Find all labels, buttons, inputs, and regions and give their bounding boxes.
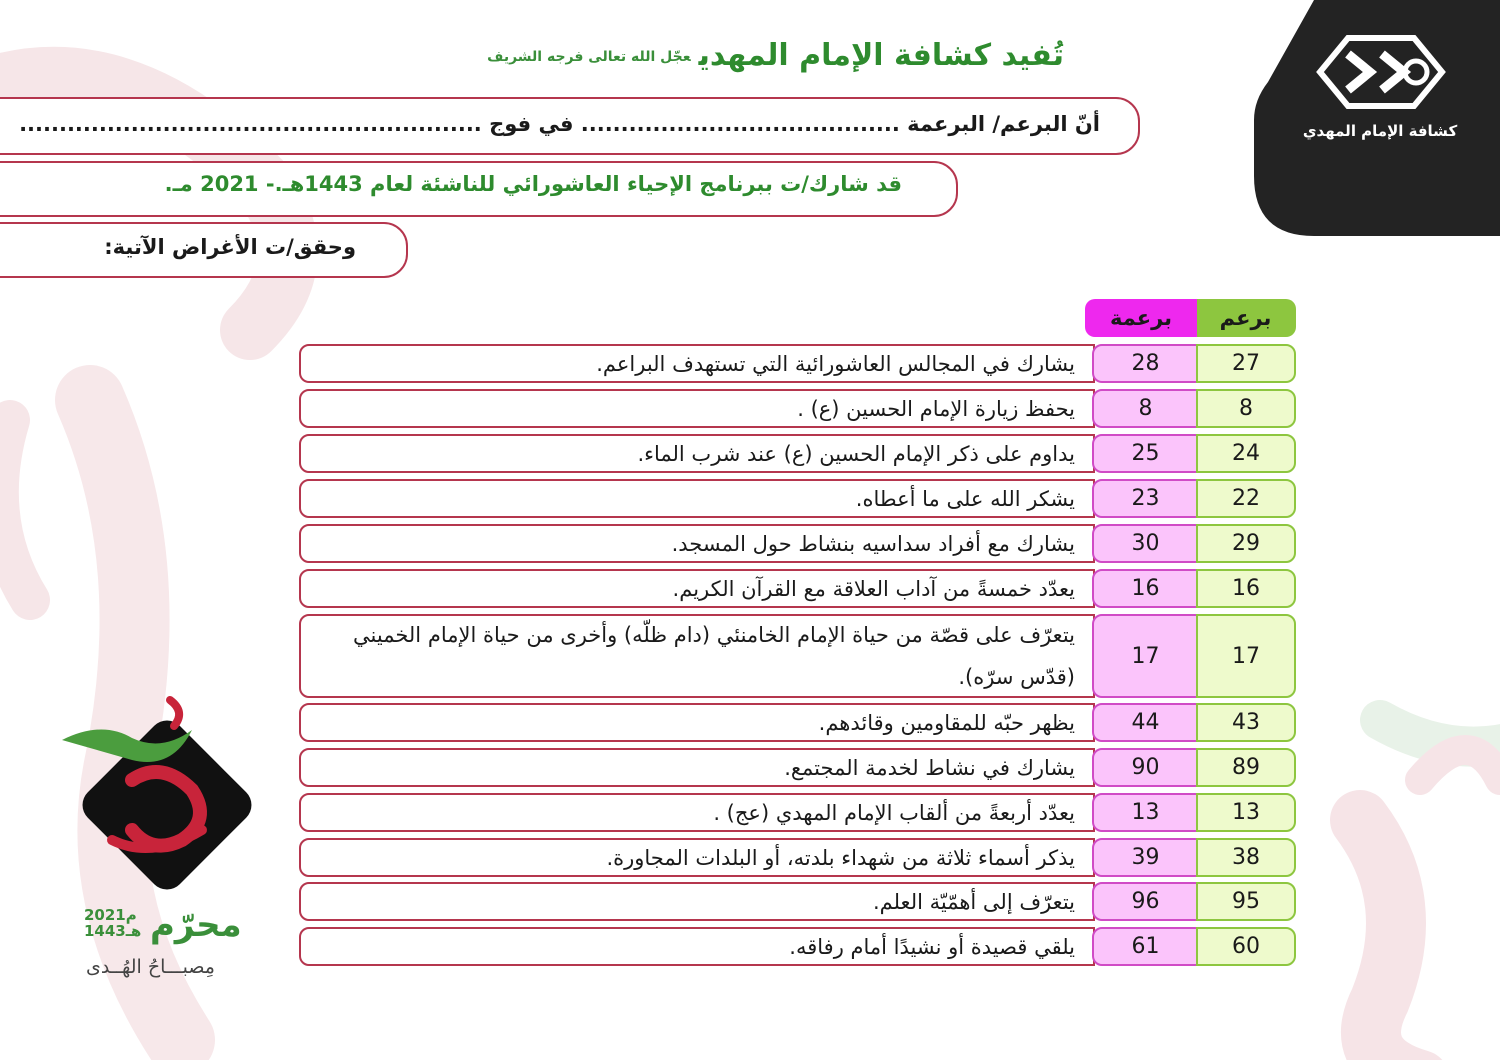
cell-boy-count: 60 bbox=[1196, 927, 1296, 966]
cell-girl-count: 16 bbox=[1092, 569, 1199, 608]
form-line-goals: وحقق/ت الأغراض الآتية: bbox=[104, 235, 356, 259]
cell-goal-text bbox=[299, 748, 1095, 787]
year-hijri: 1443هـ bbox=[84, 922, 142, 940]
header-girl: برعمة bbox=[1085, 299, 1197, 337]
cell-girl-count: 8 bbox=[1092, 389, 1199, 428]
cell-goal-text bbox=[299, 389, 1095, 428]
year-gregorian: 2021م bbox=[84, 906, 137, 924]
table-row bbox=[299, 927, 1296, 966]
cell-goal-text bbox=[299, 927, 1095, 966]
tagline: مِصبـــاحُ الهُــدى bbox=[86, 956, 215, 978]
cell-boy-count: 16 bbox=[1196, 569, 1296, 608]
cell-girl-count: 39 bbox=[1092, 838, 1199, 877]
goal-text: يشارك في نشاط لخدمة المجتمع. bbox=[784, 755, 1075, 780]
muharram-label: محرّم bbox=[150, 905, 242, 945]
cell-girl-count: 90 bbox=[1092, 748, 1199, 787]
cell-goal-text bbox=[299, 703, 1095, 742]
year-labels bbox=[84, 907, 141, 939]
cell-goal-text bbox=[299, 838, 1095, 877]
goal-text: يحفظ زيارة الإمام الحسين (ع) . bbox=[797, 396, 1075, 421]
form-line-recipient: أنّ البرعم/ البرعمة ........................................ في فوج .......................................................... bbox=[19, 112, 1100, 136]
org-name: كشافة الإمام المهدي bbox=[1302, 122, 1458, 140]
cell-girl-count: 28 bbox=[1092, 344, 1199, 383]
cell-boy-count: 24 bbox=[1196, 434, 1296, 473]
cell-goal-text bbox=[299, 479, 1095, 518]
cell-girl-count: 23 bbox=[1092, 479, 1199, 518]
cell-goal-text bbox=[299, 569, 1095, 608]
table-row bbox=[299, 838, 1296, 877]
page-title bbox=[487, 38, 1064, 73]
cell-boy-count: 22 bbox=[1196, 479, 1296, 518]
cell-girl-count: 44 bbox=[1092, 703, 1199, 742]
cell-girl-count: 96 bbox=[1092, 882, 1199, 921]
cell-girl-count: 25 bbox=[1092, 434, 1199, 473]
table-row bbox=[299, 569, 1296, 608]
goal-text: يداوم على ذكر الإمام الحسين (ع) عند شرب الماء. bbox=[637, 441, 1075, 466]
cell-girl-count: 13 bbox=[1092, 793, 1199, 832]
cell-goal-text bbox=[299, 434, 1095, 473]
goal-text: يشكر الله على ما أعطاه. bbox=[855, 486, 1075, 511]
goal-text: يذكر أسماء ثلاثة من شهداء بلدته، أو البلدات المجاورة. bbox=[606, 845, 1075, 870]
goal-text: يعدّد أربعةً من ألقاب الإمام المهدي (عج) . bbox=[713, 800, 1075, 825]
table-row bbox=[299, 748, 1296, 787]
goal-text: يتعرّف إلى أهمّيّة العلم. bbox=[872, 889, 1075, 914]
cell-boy-count: 29 bbox=[1196, 524, 1296, 563]
cell-goal-text bbox=[299, 882, 1095, 921]
goal-text: يعدّد خمسةً من آداب العلاقة مع القرآن الكريم. bbox=[672, 576, 1075, 601]
table-row bbox=[299, 882, 1296, 921]
cell-girl-count: 30 bbox=[1092, 524, 1199, 563]
table-row bbox=[299, 344, 1296, 383]
honorific-mark: عجّل الله تعالى فرجه الشريف bbox=[487, 48, 691, 65]
goal-text: يظهر حبّه للمقاومين وقائدهم. bbox=[818, 710, 1075, 735]
cell-boy-count: 27 bbox=[1196, 344, 1296, 383]
cell-boy-count: 38 bbox=[1196, 838, 1296, 877]
cell-goal-text bbox=[299, 524, 1095, 563]
title-text: تُفيد كشافة الإمام المهدي bbox=[698, 38, 1064, 73]
table-row bbox=[299, 479, 1296, 518]
goal-text: يلقي قصيدة أو نشيدًا أمام رفاقه. bbox=[789, 934, 1075, 959]
cell-boy-count: 89 bbox=[1196, 748, 1296, 787]
cell-boy-count: 8 bbox=[1196, 389, 1296, 428]
table-row bbox=[299, 614, 1296, 698]
table-row bbox=[299, 524, 1296, 563]
table-row bbox=[299, 434, 1296, 473]
campaign-logo-icon bbox=[62, 690, 252, 900]
cell-boy-count: 13 bbox=[1196, 793, 1296, 832]
cell-goal-text bbox=[299, 793, 1095, 832]
form-line-program: قد شارك/ت ببرنامج الإحياء العاشورائي للناشئة لعام 1443هـ.- 2021 مـ. bbox=[164, 172, 902, 196]
table-row bbox=[299, 793, 1296, 832]
cell-boy-count: 17 bbox=[1196, 614, 1296, 698]
cell-goal-text bbox=[299, 614, 1095, 698]
goal-text: يتعرّف على قصّة من حياة الإمام الخامنئي (دام ظلّه) وأخرى من حياة الإمام الخميني (قدّس سرّه). bbox=[353, 623, 1075, 689]
cell-boy-count: 95 bbox=[1196, 882, 1296, 921]
header-boy: برعم bbox=[1195, 299, 1296, 337]
cell-boy-count: 43 bbox=[1196, 703, 1296, 742]
cell-girl-count: 17 bbox=[1092, 614, 1199, 698]
goal-text: يشارك مع أفراد سداسيه بنشاط حول المسجد. bbox=[671, 531, 1075, 556]
goal-text: يشارك في المجالس العاشورائية التي تستهدف البراعم. bbox=[596, 351, 1075, 376]
table-row bbox=[299, 389, 1296, 428]
cell-girl-count: 61 bbox=[1092, 927, 1199, 966]
corner-badge bbox=[1254, 0, 1500, 236]
table-row bbox=[299, 703, 1296, 742]
cell-goal-text bbox=[299, 344, 1095, 383]
